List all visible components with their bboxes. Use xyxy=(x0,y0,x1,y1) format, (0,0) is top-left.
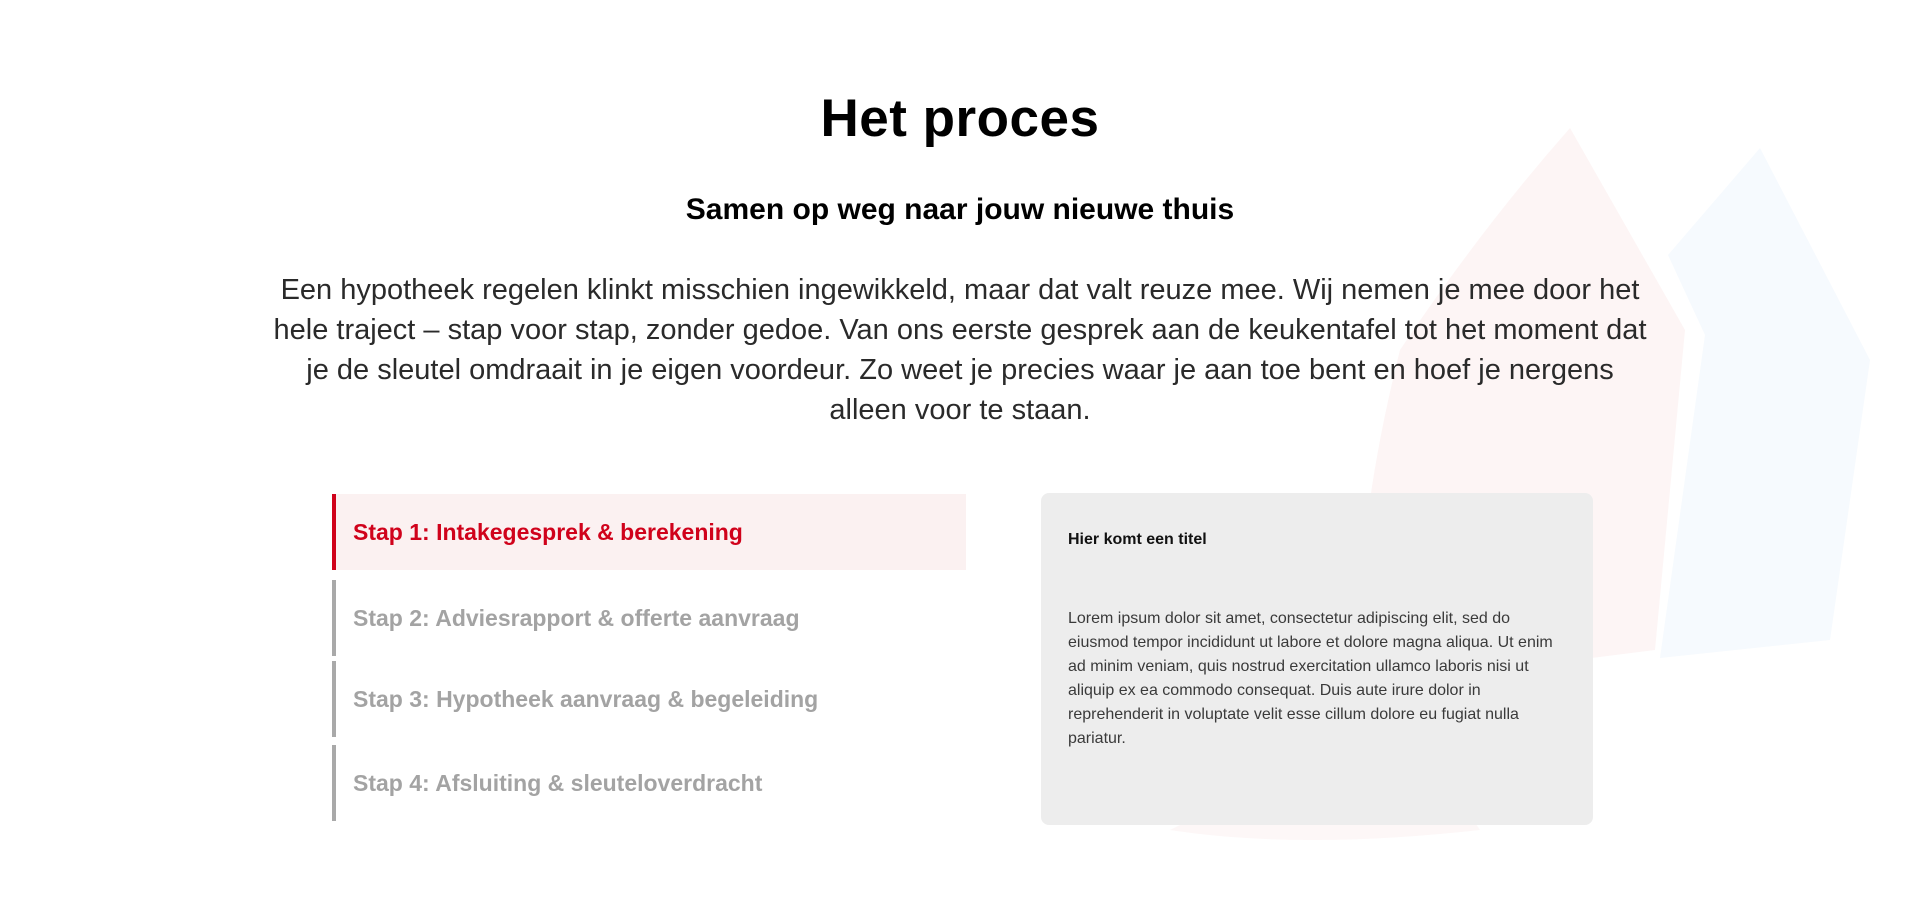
intro-text: Een hypotheek regelen klinkt misschien ingewikkeld, maar dat valt reuze mee. Wij nemen je mee door het hele traject – stap voor stap, zonder gedoe. Van ons eerste gesprek aan de keukentafel tot het moment dat je de sleutel omdraait in je eigen voordeur. Zo weet je precies waar je aan toe bent en hoef je nergens alleen voor te staan. xyxy=(273,274,1647,426)
step-label: Stap 3: Hypotheek aanvraag & begeleiding xyxy=(353,685,819,712)
card-title: Hier komt een titel xyxy=(1068,531,1207,548)
section-subtitle: Samen op weg naar jouw nieuwe thuis xyxy=(685,193,1235,226)
step-label: Stap 4: Afsluiting & sleuteloverdracht xyxy=(353,769,763,796)
page-title: Het proces xyxy=(820,89,1100,148)
step-1-tab[interactable] xyxy=(332,494,966,570)
step-4-tab[interactable] xyxy=(332,745,966,821)
card-body: Lorem ipsum dolor sit amet, consectetur adipiscing elit, sed do eiusmod tempor incididunt ut labore et dolore magna aliqua. Ut enim ad minim veniam, quis nostrud exercitation ullamco laboris nisi ut aliquip ex ea commodo consequat. Duis aute irure dolor in reprehenderit in voluptate velit esse cillum dolore eu fugiat nulla pariatur. xyxy=(1068,610,1553,747)
step-detail-card xyxy=(1041,493,1593,825)
step-3-tab[interactable] xyxy=(332,661,966,737)
step-label: Stap 2: Adviesrapport & offerte aanvraag xyxy=(353,604,800,631)
step-label: Stap 1: Intakegesprek & berekening xyxy=(353,518,743,545)
step-2-tab[interactable] xyxy=(332,580,966,656)
